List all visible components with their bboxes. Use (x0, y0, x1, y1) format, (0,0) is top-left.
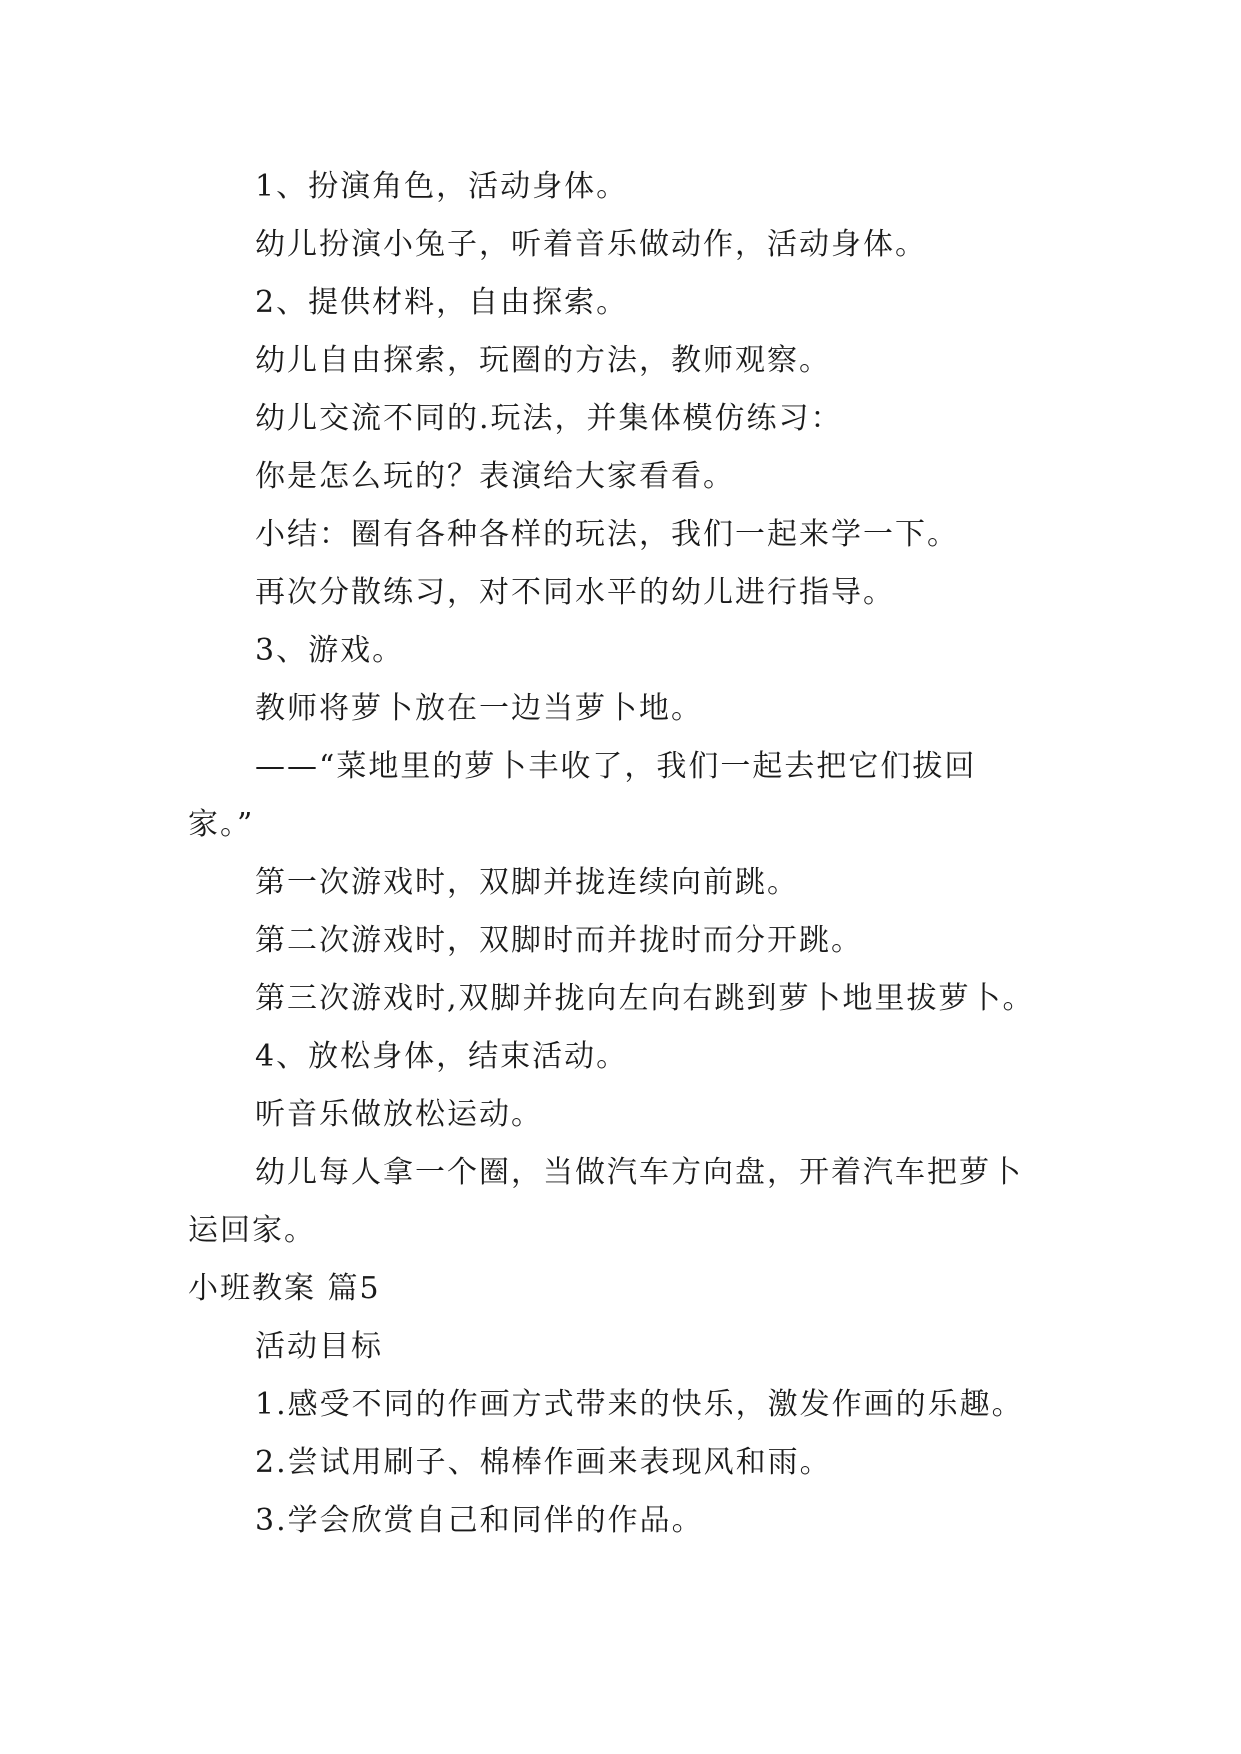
paragraph-line: 幼儿每人拿一个圈，当做汽车方向盘，开着汽车把萝卜 (255, 1155, 1023, 1190)
paragraph-line: 3、游戏。 (255, 633, 405, 668)
subheading: 活动目标 (255, 1329, 383, 1364)
paragraph-line: 2.尝试用刷子、棉棒作画来表现风和雨。 (255, 1445, 832, 1480)
paragraph-line: 小结：圈有各种各样的玩法，我们一起来学一下。 (255, 517, 959, 552)
paragraph-line: 2、提供材料，自由探索。 (255, 285, 629, 320)
paragraph-line: 运回家。 (188, 1213, 316, 1248)
paragraph-line: 幼儿自由探索，玩圈的方法，教师观察。 (255, 343, 831, 378)
paragraph-line: ——“菜地里的萝卜丰收了，我们一起去把它们拔回 (255, 749, 977, 784)
paragraph-line: 你是怎么玩的？表演给大家看看。 (255, 459, 735, 494)
paragraph-line: 幼儿扮演小兔子，听着音乐做动作，活动身体。 (255, 227, 927, 262)
paragraph-line: 1、扮演角色，活动身体。 (255, 169, 629, 204)
paragraph-line: 幼儿交流不同的.玩法，并集体模仿练习： (255, 401, 843, 436)
paragraph-line: 教师将萝卜放在一边当萝卜地。 (255, 691, 703, 726)
paragraph-line: 1.感受不同的作画方式带来的快乐，激发作画的乐趣。 (255, 1387, 1024, 1422)
paragraph-line: 再次分散练习，对不同水平的幼儿进行指导。 (255, 575, 895, 610)
paragraph-line: 第二次游戏时，双脚时而并拢时而分开跳。 (255, 923, 863, 958)
paragraph-line: 3.学会欣赏自己和同伴的作品。 (255, 1503, 704, 1538)
paragraph-line: 4、放松身体，结束活动。 (255, 1039, 629, 1074)
paragraph-line: 第一次游戏时，双脚并拢连续向前跳。 (255, 865, 799, 900)
paragraph-line: 家。” (188, 807, 255, 842)
section-heading: 小班教案 篇5 (188, 1271, 381, 1306)
paragraph-line: 听音乐做放松运动。 (255, 1097, 543, 1132)
paragraph-line: 第三次游戏时,双脚并拢向左向右跳到萝卜地里拔萝卜。 (255, 981, 1035, 1016)
